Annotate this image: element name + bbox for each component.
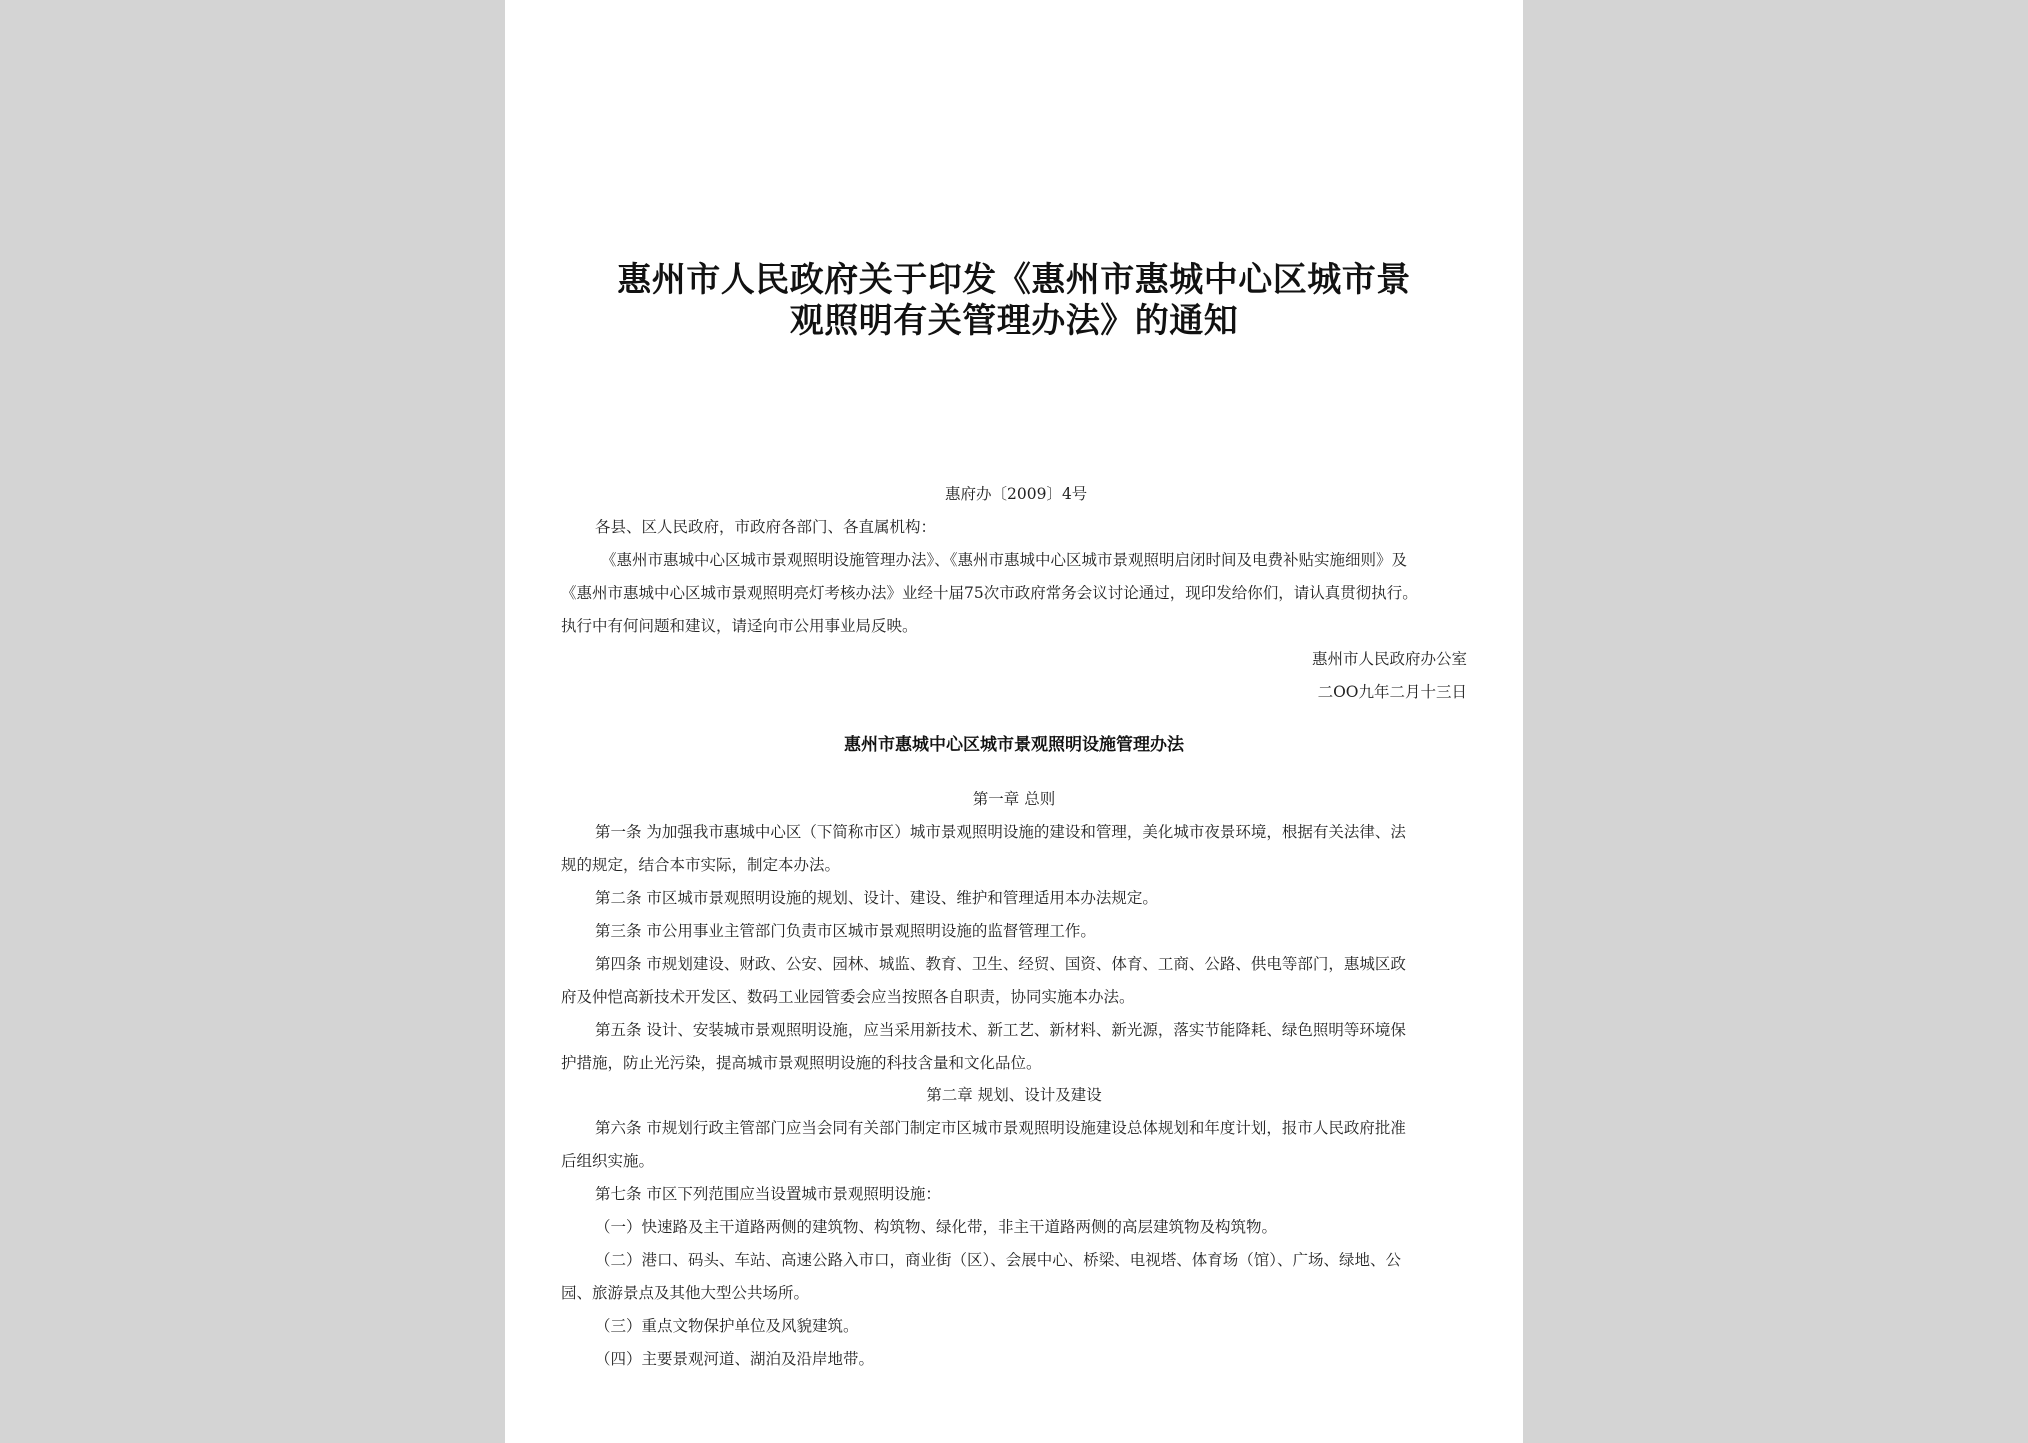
article-7-item-2-line-2: 园、旅游景点及其他大型公共场所。 bbox=[561, 1284, 810, 1302]
article-7-item-3: （三）重点文物保护单位及风貌建筑。 bbox=[595, 1317, 859, 1335]
article-7-item-2-line-1: （二）港口、码头、车站、高速公路入市口，商业街（区）、会展中心、桥梁、电视塔、体育场（馆）、广场、绿地、公 bbox=[595, 1251, 1402, 1269]
document-page bbox=[505, 0, 1523, 1443]
article-7-item-4: （四）主要景观河道、湖泊及沿岸地带。 bbox=[595, 1350, 875, 1368]
addressee: 各县、区人民政府，市政府各部门、各直属机构： bbox=[595, 518, 937, 536]
signature-organization: 惠州市人民政府办公室 bbox=[1311, 650, 1467, 668]
body-line-3: 执行中有何问题和建议，请迳向市公用事业局反映。 bbox=[561, 617, 918, 635]
regulation-title: 惠州市惠城中心区城市景观照明设施管理办法 bbox=[844, 735, 1184, 755]
title-line-2: 观照明有关管理办法》的通知 bbox=[789, 301, 1239, 341]
article-5-line-1: 第五条 设计、安装城市景观照明设施，应当采用新技术、新工艺、新材料、新光源，落实节能降耗、绿色照明等环境保 bbox=[595, 1021, 1406, 1039]
signature-date: 二OO九年二月十三日 bbox=[1317, 683, 1467, 701]
chapter-2-heading: 第二章 规划、设计及建设 bbox=[926, 1086, 1102, 1104]
document-number: 惠府办〔2009〕4号 bbox=[945, 485, 1088, 503]
article-6-line-2: 后组织实施。 bbox=[561, 1152, 655, 1170]
article-6-line-1: 第六条 市规划行政主管部门应当会同有关部门制定市区城市景观照明设施建设总体规划和年度计划，报市人民政府批准 bbox=[595, 1119, 1406, 1137]
article-1-line-1: 第一条 为加强我市惠城中心区（下简称市区）城市景观照明设施的建设和管理，美化城市夜景环境，根据有关法律、法 bbox=[595, 823, 1406, 841]
article-4-line-2: 府及仲恺高新技术开发区、数码工业园管委会应当按照各自职责，协同实施本办法。 bbox=[561, 988, 1135, 1006]
article-1-line-2: 规的规定，结合本市实际，制定本办法。 bbox=[561, 856, 841, 874]
article-4-line-1: 第四条 市规划建设、财政、公安、园林、城监、教育、卫生、经贸、国资、体育、工商、公路、供电等部门，惠城区政 bbox=[595, 955, 1406, 973]
body-line-2: 《惠州市惠城中心区城市景观照明亮灯考核办法》业经十届75次市政府常务会议讨论通过，现印发给你们，请认真贯彻执行。 bbox=[561, 584, 1418, 602]
document-title bbox=[595, 260, 1433, 342]
body-line-1: 《惠州市惠城中心区城市景观照明设施管理办法》、《惠州市惠城中心区城市景观照明启闭时间及电费补贴实施细则》及 bbox=[601, 551, 1408, 569]
title-line-1: 惠州市人民政府关于印发《惠州市惠城中心区城市景 bbox=[617, 260, 1411, 300]
chapter-1-heading: 第一章 总则 bbox=[972, 790, 1056, 808]
article-5-line-2: 护措施，防止光污染，提高城市景观照明设施的科技含量和文化品位。 bbox=[561, 1054, 1042, 1072]
article-7: 第七条 市区下列范围应当设置城市景观照明设施： bbox=[595, 1185, 941, 1203]
article-3: 第三条 市公用事业主管部门负责市区城市景观照明设施的监督管理工作。 bbox=[595, 922, 1096, 940]
article-2: 第二条 市区城市景观照明设施的规划、设计、建设、维护和管理适用本办法规定。 bbox=[595, 889, 1158, 907]
article-7-item-1: （一）快速路及主干道路两侧的建筑物、构筑物、绿化带，非主干道路两侧的高层建筑物及构筑物。 bbox=[595, 1218, 1278, 1236]
